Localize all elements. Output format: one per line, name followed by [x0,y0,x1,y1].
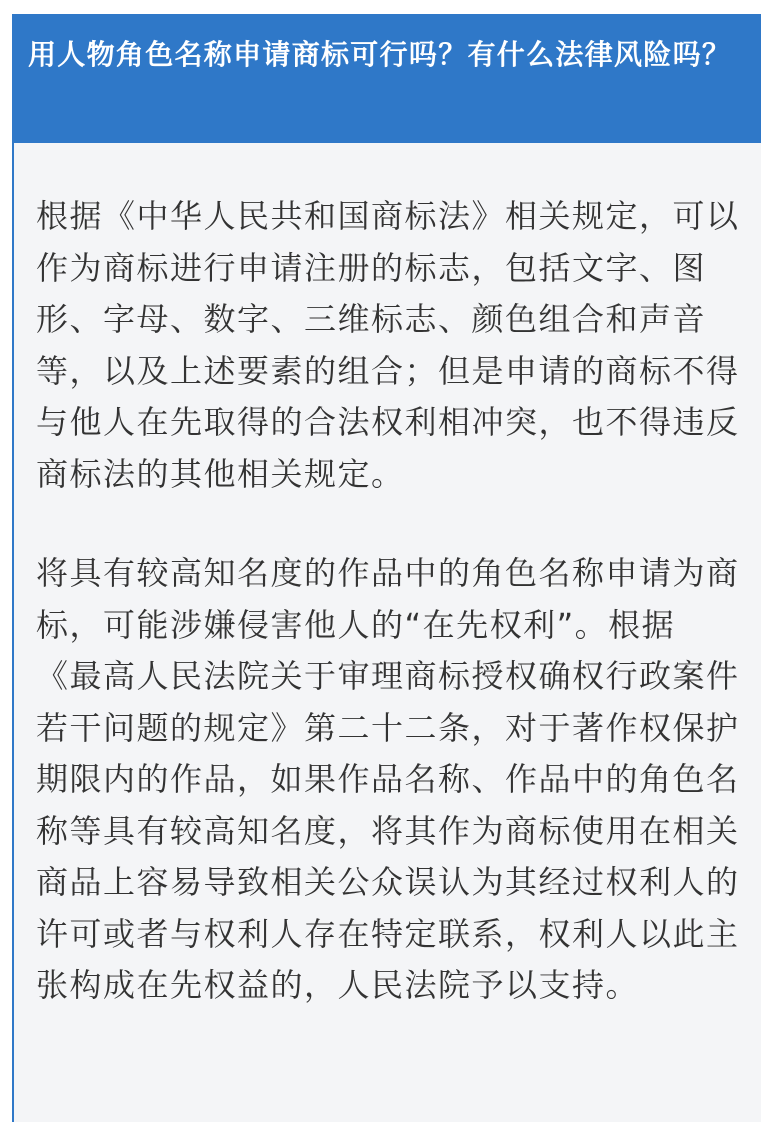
article-header [14,14,761,143]
article-body [14,143,761,1012]
article-paragraph-1: 根据《中华人民共和国商标法》相关规定，可以作为商标进行申请注册的标志，包括文字、图形、字母、数字、三维标志、颜色组合和声音等，以及上述要素的组合；但是申请的商标不得与他人在先取得的合法权利相冲突，也不得违反商标法的其他相关规定。 [36,197,740,493]
article-paragraph-2: 将具有较高知名度的作品中的角色名称申请为商标，可能涉嫌侵害他人的“在先权利”。根据《最高人民法院关于审理商标授权确权行政案件若干问题的规定》第二十二条，对于著作权保护期限内的作品，如果作品名称、作品中的角色名称等具有较高知名度，将其作为商标使用在相关商品上容易导致相关公众误认为其经过权利人的许可或者与权利人存在特定联系，权利人以此主张构成在先权益的，人民法院予以支持。 [36,554,740,1004]
article-title: 用人物角色名称申请商标可行吗？有什么法律风险吗？ [28,38,732,71]
article-card [12,14,761,1122]
